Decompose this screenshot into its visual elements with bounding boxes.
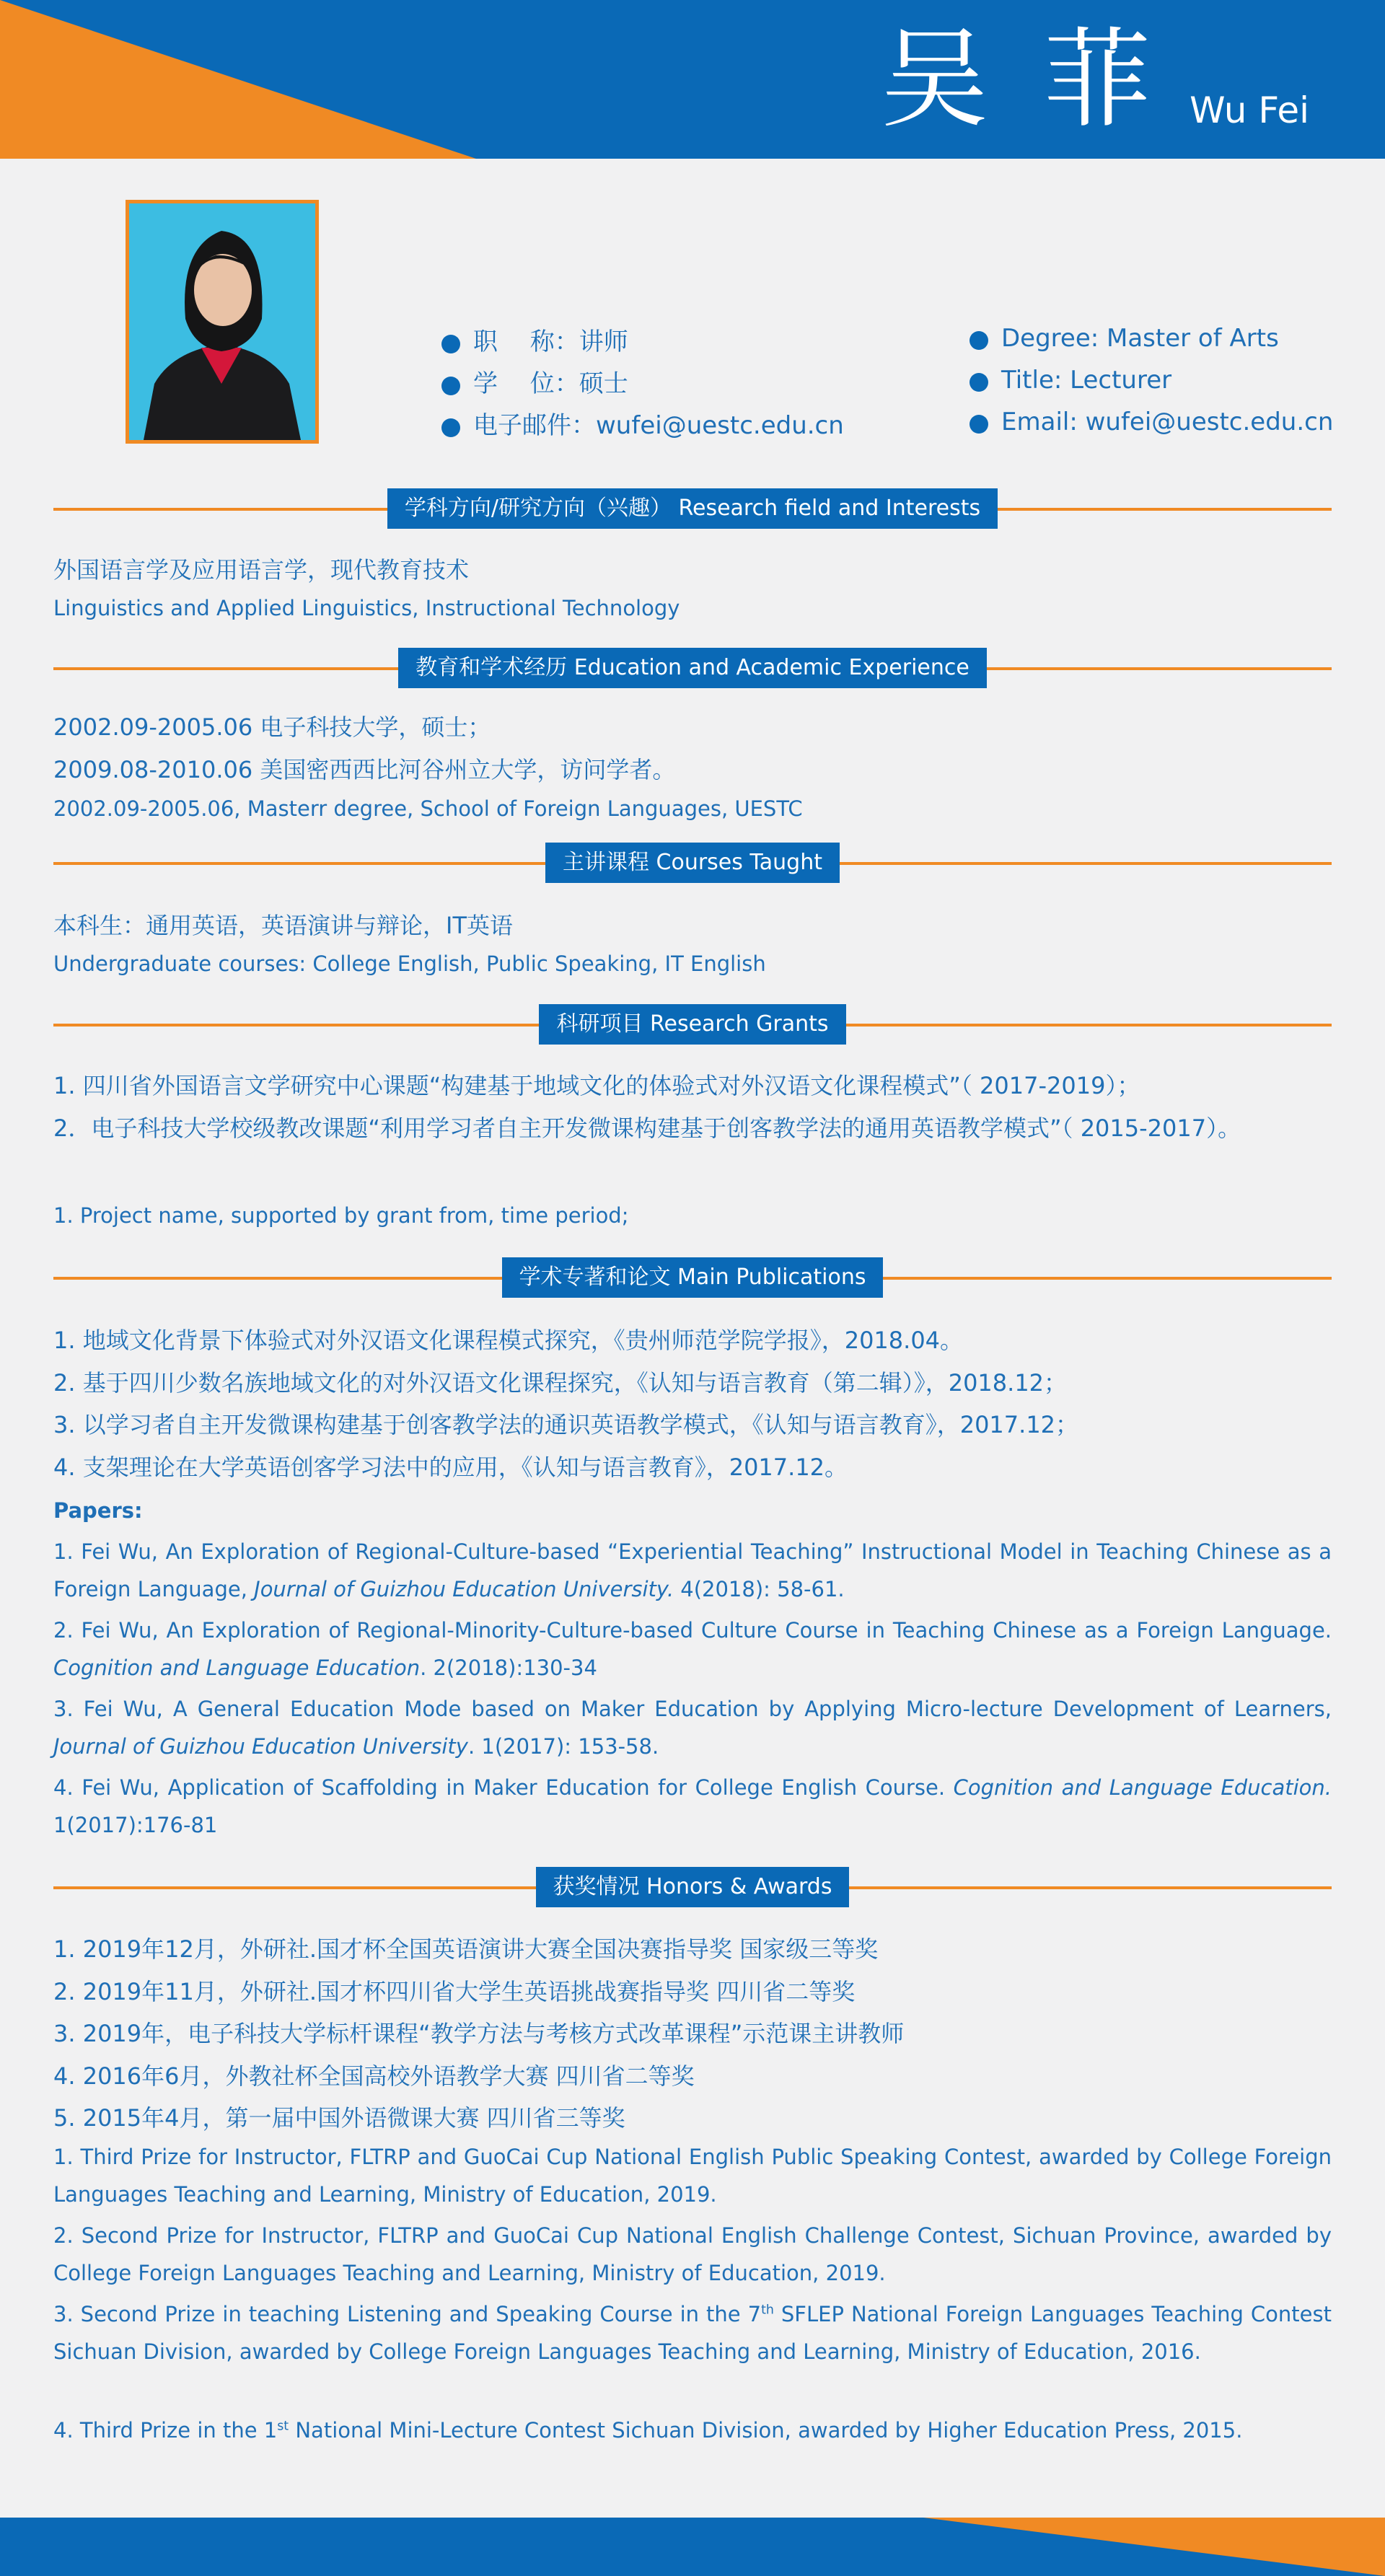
- paper-item: 3. Fei Wu, A General Education Mode based on Maker Education by Applying Micro-lecture Development of Learners, Journal of Guizhou Education University. 1(2017): 153-58.: [53, 1697, 1332, 1759]
- paper-item: 1. Fei Wu, An Exploration of Regional-Culture-based “Experiential Teaching” Instructional Model in Teaching Chinese as a Foreign Language, Journal of Guizhou Education University. 4(2018): 58-61.: [53, 1539, 1332, 1601]
- email-cn[interactable]: 电子邮件：wufei@uestc.edu.cn: [437, 405, 844, 447]
- degree-en: Degree: Master of Arts: [965, 317, 1333, 359]
- orange-corner-decoration: [0, 0, 1385, 159]
- title-en: Title: Lecturer: [965, 359, 1333, 401]
- honor-en-2: 2. Second Prize for Instructor, FLTRP and GuoCai Cup National English Challenge Contest, Sichuan Province, awarded by College Foreign Languages Teaching and Learning, Ministry of Education, 2019.: [53, 2223, 1332, 2285]
- profile-photo: [126, 200, 319, 444]
- section-title: 学科方向/研究方向（兴趣） Research field and Interests: [387, 488, 998, 529]
- section-education: [53, 648, 1332, 691]
- degree-cn: 学 位：硕士: [437, 363, 844, 405]
- profile-info-english: [965, 317, 1333, 443]
- honor-cn-3: 3. 2019年，电子科技大学标杆课程“教学方法与考核方式改革课程”示范课主讲教师: [53, 2020, 905, 2047]
- paper-item: 4. Fei Wu, Application of Scaffolding in Maker Education for College English Course. Cognition and Language Education. 1(2017):176-81: [53, 1775, 1332, 1837]
- orange-corner-decoration: [0, 2518, 1385, 2576]
- honor-cn-5: 5. 2015年4月，第一届中国外语微课大赛 四川省三等奖: [53, 2104, 625, 2132]
- education-cn-1: 2002.09-2005.06 电子科技大学，硕士；: [53, 713, 491, 741]
- education-cn-2: 2009.08-2010.06 美国密西西比河谷州立大学，访问学者。: [53, 756, 676, 783]
- section-publications: [53, 1257, 1332, 1301]
- grant-cn-2: 2．电子科技大学校级教改课题“利用学习者自主开发微课构建基于创客教学法的通用英语教学模式”（ 2015-2017）。: [53, 1115, 1241, 1142]
- section-grants: [53, 1004, 1332, 1047]
- education-en: 2002.09-2005.06, Masterr degree, School of Foreign Languages, UESTC: [53, 796, 803, 821]
- courses-en: Undergraduate courses: College English, Public Speaking, IT English: [53, 951, 766, 976]
- publication-cn-3: 3. 以学习者自主开发微课构建基于创客教学法的通识英语教学模式，《认知与语言教育》，2017.12；: [53, 1411, 1079, 1438]
- honor-en-4: 4. Third Prize in the 1st National Mini-Lecture Contest Sichuan Division, awarded by Higher Education Press, 2015.: [53, 2418, 1243, 2443]
- section-honors: [53, 1867, 1332, 1910]
- research-en: Linguistics and Applied Linguistics, Instructional Technology: [53, 596, 680, 620]
- honor-en-3: 3. Second Prize in teaching Listening and Speaking Course in the 7th SFLEP National Foreign Languages Teaching Contest Sichuan Division, awarded by College Foreign Languages Teaching and Learning, Ministry of Education, 2016.: [53, 2302, 1332, 2364]
- research-cn: 外国语言学及应用语言学，现代教育技术: [53, 556, 470, 584]
- footer-banner: [0, 2518, 1385, 2576]
- honor-cn-4: 4. 2016年6月，外教社杯全国高校外语教学大赛 四川省二等奖: [53, 2062, 695, 2090]
- grant-cn-1: 1. 四川省外国语言文学研究中心课题“构建基于地域文化的体验式对外汉语文化课程模式”（ 2017-2019）；: [53, 1072, 1140, 1099]
- publication-cn-2: 2. 基于四川少数名族地域文化的对外汉语文化课程探究，《认知与语言教育（第二辑）》，2018.12；: [53, 1369, 1068, 1397]
- publication-cn-1: 1. 地域文化背景下体验式对外汉语文化课程模式探究，《贵州师范学院学报》，2018.04。: [53, 1327, 964, 1354]
- section-title: 主讲课程 Courses Taught: [545, 843, 840, 883]
- honor-en-1: 1. Third Prize for Instructor, FLTRP and GuoCai Cup National English Public Speaking Contest, awarded by College Foreign Languages Teaching and Learning, Ministry of Education, 2019.: [53, 2145, 1332, 2207]
- title-cn: 职 称：讲师: [437, 321, 844, 363]
- paper-item: 2. Fei Wu, An Exploration of Regional-Minority-Culture-based Culture Course in Teaching Chinese as a Foreign Language. Cognition and Language Education. 2(2018):130-34: [53, 1618, 1332, 1680]
- section-research: [53, 488, 1332, 532]
- section-title: 学术专著和论文 Main Publications: [502, 1257, 884, 1298]
- honor-cn-1: 1. 2019年12月，外研社.国才杯全国英语演讲大赛全国决赛指导奖 国家级三等奖: [53, 1935, 879, 1963]
- email-en[interactable]: Email: wufei@uestc.edu.cn: [965, 401, 1333, 443]
- papers-label: Papers:: [53, 1498, 143, 1523]
- section-title: 科研项目 Research Grants: [539, 1004, 845, 1045]
- person-portrait-icon: [129, 203, 315, 440]
- grant-en: 1. Project name, supported by grant from, time period;: [53, 1203, 629, 1228]
- honor-cn-2: 2. 2019年11月，外研社.国才杯四川省大学生英语挑战赛指导奖 四川省二等奖: [53, 1978, 856, 2005]
- section-courses: [53, 843, 1332, 886]
- section-title: 教育和学术经历 Education and Academic Experience: [398, 648, 987, 688]
- publication-cn-4: 4. 支架理论在大学英语创客学习法中的应用，《认知与语言教育》，2017.12。: [53, 1454, 848, 1481]
- name-english: Wu Fei: [1190, 89, 1309, 131]
- profile-info-chinese: [437, 321, 844, 447]
- courses-cn: 本科生：通用英语，英语演讲与辩论，IT英语: [53, 912, 513, 939]
- name-chinese: 吴 菲: [880, 17, 1161, 143]
- header-banner: [0, 0, 1385, 159]
- section-title: 获奖情况 Honors & Awards: [536, 1867, 850, 1907]
